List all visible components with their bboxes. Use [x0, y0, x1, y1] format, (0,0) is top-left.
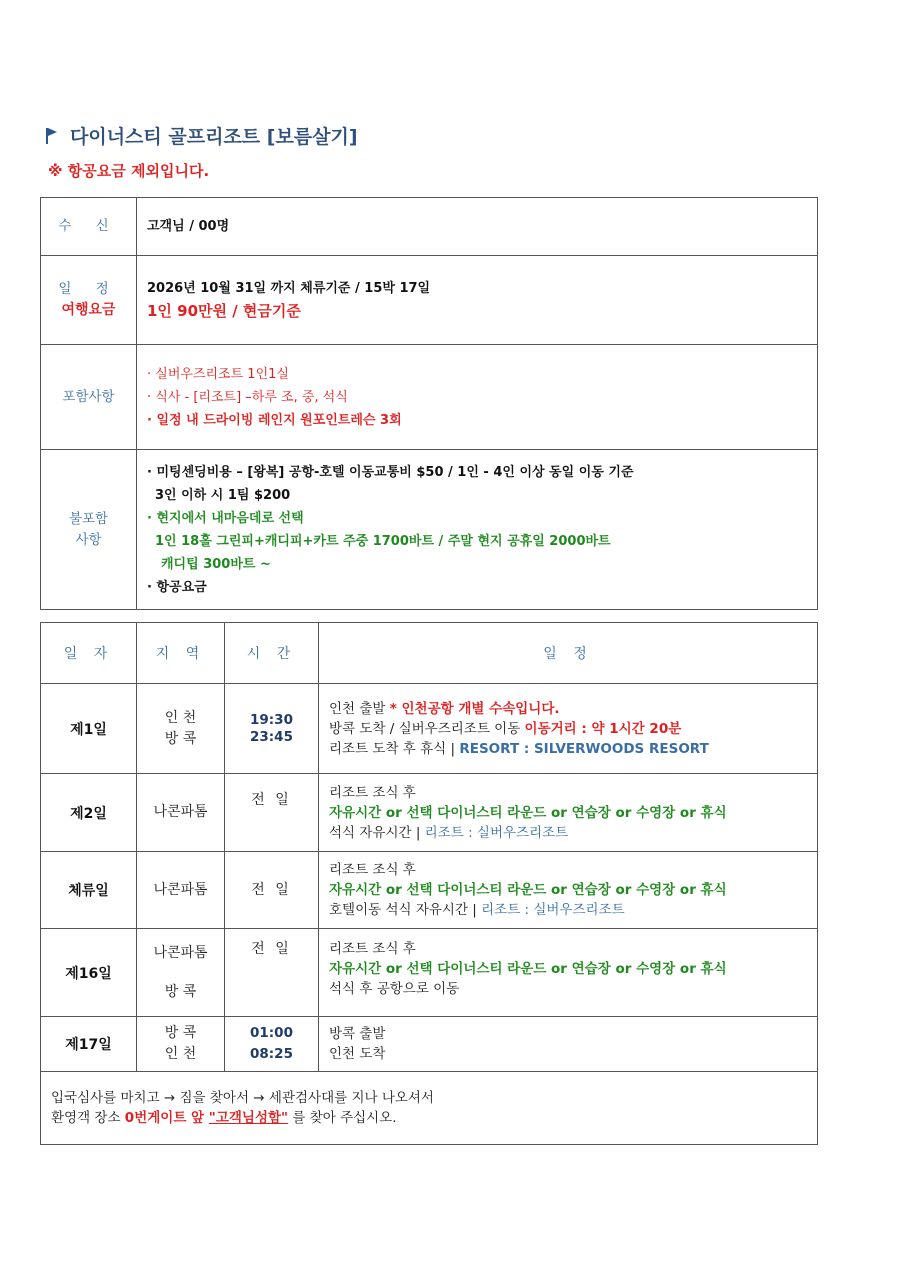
time-cell: 전 일: [225, 929, 319, 1017]
excluded-item: · 항공요금: [147, 579, 207, 595]
region-cell: [137, 684, 225, 774]
excluded-item: 캐디팁 300바트 ~: [161, 556, 271, 572]
plan-line: 인천 도착: [329, 1046, 386, 1062]
recipient-row: [41, 198, 818, 256]
plan-line: 리조트 조식 후: [329, 862, 416, 878]
region-cell: 나콘파톰: [137, 774, 225, 852]
header-plan: 일 정: [319, 623, 818, 684]
excluded-item: · 미팅센딩비용 – [왕복] 공항-호텔 이동교통비 $50 / 1인 - 4인 이상 동일 이동 기준: [147, 464, 634, 480]
plan-line: 리조트 도착 후 휴식 | RESORT : SILVERWOODS RESORT: [329, 740, 709, 757]
region-line: 방 콕: [164, 730, 197, 747]
header-time: 시 간: [225, 623, 319, 684]
excluded-item: 3인 이하 시 1팀 $200: [155, 487, 291, 503]
price-value: 1인 90만원 / 현금기준: [147, 302, 301, 320]
excluded-item: · 현지에서 내마음데로 선택: [147, 510, 304, 526]
included-item: · 식사 - [리조트] –하루 조, 중, 석식: [147, 389, 348, 405]
plan-line: 자유시간 or 선택 다이너스티 라운드 or 연습장 or 수영장 or 휴식: [329, 804, 727, 821]
arrival-guide: [41, 1072, 818, 1145]
region-line: 방 콕: [164, 983, 197, 1000]
table-row: [41, 929, 818, 1017]
header-region: 지 역: [137, 623, 225, 684]
flag-icon: [44, 127, 58, 145]
time-line: 23:45: [250, 728, 293, 745]
title-row: [44, 122, 358, 149]
header-day: 일 자: [41, 623, 137, 684]
plan-cell: [319, 774, 818, 852]
footer-row: [41, 1072, 818, 1145]
schedule-table: [40, 622, 818, 1145]
time-line: 01:00: [250, 1025, 293, 1041]
excluded-row: [41, 450, 818, 610]
table-row: [41, 774, 818, 852]
plan-line: 리조트 조식 후: [329, 941, 416, 957]
table-row: [41, 684, 818, 774]
time-line: 08:25: [250, 1046, 293, 1062]
info-table: [40, 197, 818, 610]
plan-cell: [319, 1017, 818, 1072]
plan-cell: [319, 852, 818, 929]
day-cell: 체류일: [41, 852, 137, 929]
region-cell: [137, 929, 225, 1017]
time-line: 19:30: [250, 711, 293, 728]
plan-line: 석식 자유시간 | 리조트 : 실버우즈리조트: [329, 824, 569, 841]
plan-line: 자유시간 or 선택 다이너스티 라운드 or 연습장 or 수영장 or 휴식: [329, 961, 727, 977]
airfare-notice: ※ 항공요금 제외입니다.: [48, 162, 210, 180]
excluded-label: [41, 450, 137, 610]
excluded-list: [137, 450, 818, 610]
schedule-value: [137, 256, 818, 345]
schedule-header-row: [41, 623, 818, 684]
time-cell: 전 일: [225, 774, 319, 852]
plan-cell: [319, 684, 818, 774]
region-line: 인 천: [164, 709, 197, 726]
arrival-guide-line: 환영객 장소 0번게이트 앞 "고객님성함" 를 찾아 주십시오.: [51, 1110, 397, 1126]
plan-line: 인천 출발 * 인천공항 개별 수속입니다.: [329, 700, 560, 717]
day-cell: 제1일: [41, 684, 137, 774]
excluded-label-line: 불포함: [68, 510, 109, 527]
plan-line: 석식 후 공항으로 이동: [329, 981, 460, 997]
included-label: 포함사항: [41, 345, 137, 450]
region-line: 방 콕: [164, 1025, 197, 1041]
schedule-label-line: 일 정: [58, 281, 119, 297]
excluded-label-line: 사항: [75, 531, 102, 548]
time-cell: [225, 684, 319, 774]
time-cell: 전 일: [225, 852, 319, 929]
table-row: [41, 1017, 818, 1072]
arrival-guide-line: 입국심사를 마치고 → 짐을 찾아서 → 세관검사대를 지나 나오셔서: [51, 1090, 434, 1106]
included-item: · 일정 내 드라이빙 레인지 원포인트레슨 3회: [147, 412, 402, 428]
time-cell: [225, 1017, 319, 1072]
day-cell: 제16일: [41, 929, 137, 1017]
plan-line: 방콕 도착 / 실버우즈리조트 이동 이동거리 : 약 1시간 20분: [329, 720, 682, 737]
table-row: [41, 852, 818, 929]
price-label: 여행요금: [61, 302, 116, 318]
plan-cell: [319, 929, 818, 1017]
region-cell: 나콘파톰: [137, 852, 225, 929]
excluded-item: 1인 18홀 그린피+캐디피+카트 주중 1700바트 / 주말 현지 공휴일 2000바트: [155, 533, 611, 549]
day-cell: 제17일: [41, 1017, 137, 1072]
schedule-row: [41, 256, 818, 345]
region-cell: [137, 1017, 225, 1072]
plan-line: 자유시간 or 선택 다이너스티 라운드 or 연습장 or 수영장 or 휴식: [329, 882, 727, 898]
included-row: [41, 345, 818, 450]
day-cell: 제2일: [41, 774, 137, 852]
schedule-label: [41, 256, 137, 345]
region-line: 인 천: [164, 1046, 197, 1062]
plan-line: 방콕 출발: [329, 1026, 386, 1042]
stay-period: 2026년 10월 31일 까지 체류기준 / 15박 17일: [147, 281, 431, 296]
region-line: 나콘파톰: [153, 944, 208, 961]
included-list: [137, 345, 818, 450]
page-title: 다이너스티 골프리조트 [보름살기]: [70, 126, 358, 148]
included-item: · 실버우즈리조트 1인1실: [147, 366, 289, 382]
recipient-value: 고객님 / 00명: [137, 198, 818, 256]
plan-line: 리조트 조식 후: [329, 784, 416, 801]
plan-line: 호텔이동 석식 자유시간 | 리조트 : 실버우즈리조트: [329, 902, 625, 918]
recipient-label: 수 신: [41, 198, 137, 256]
